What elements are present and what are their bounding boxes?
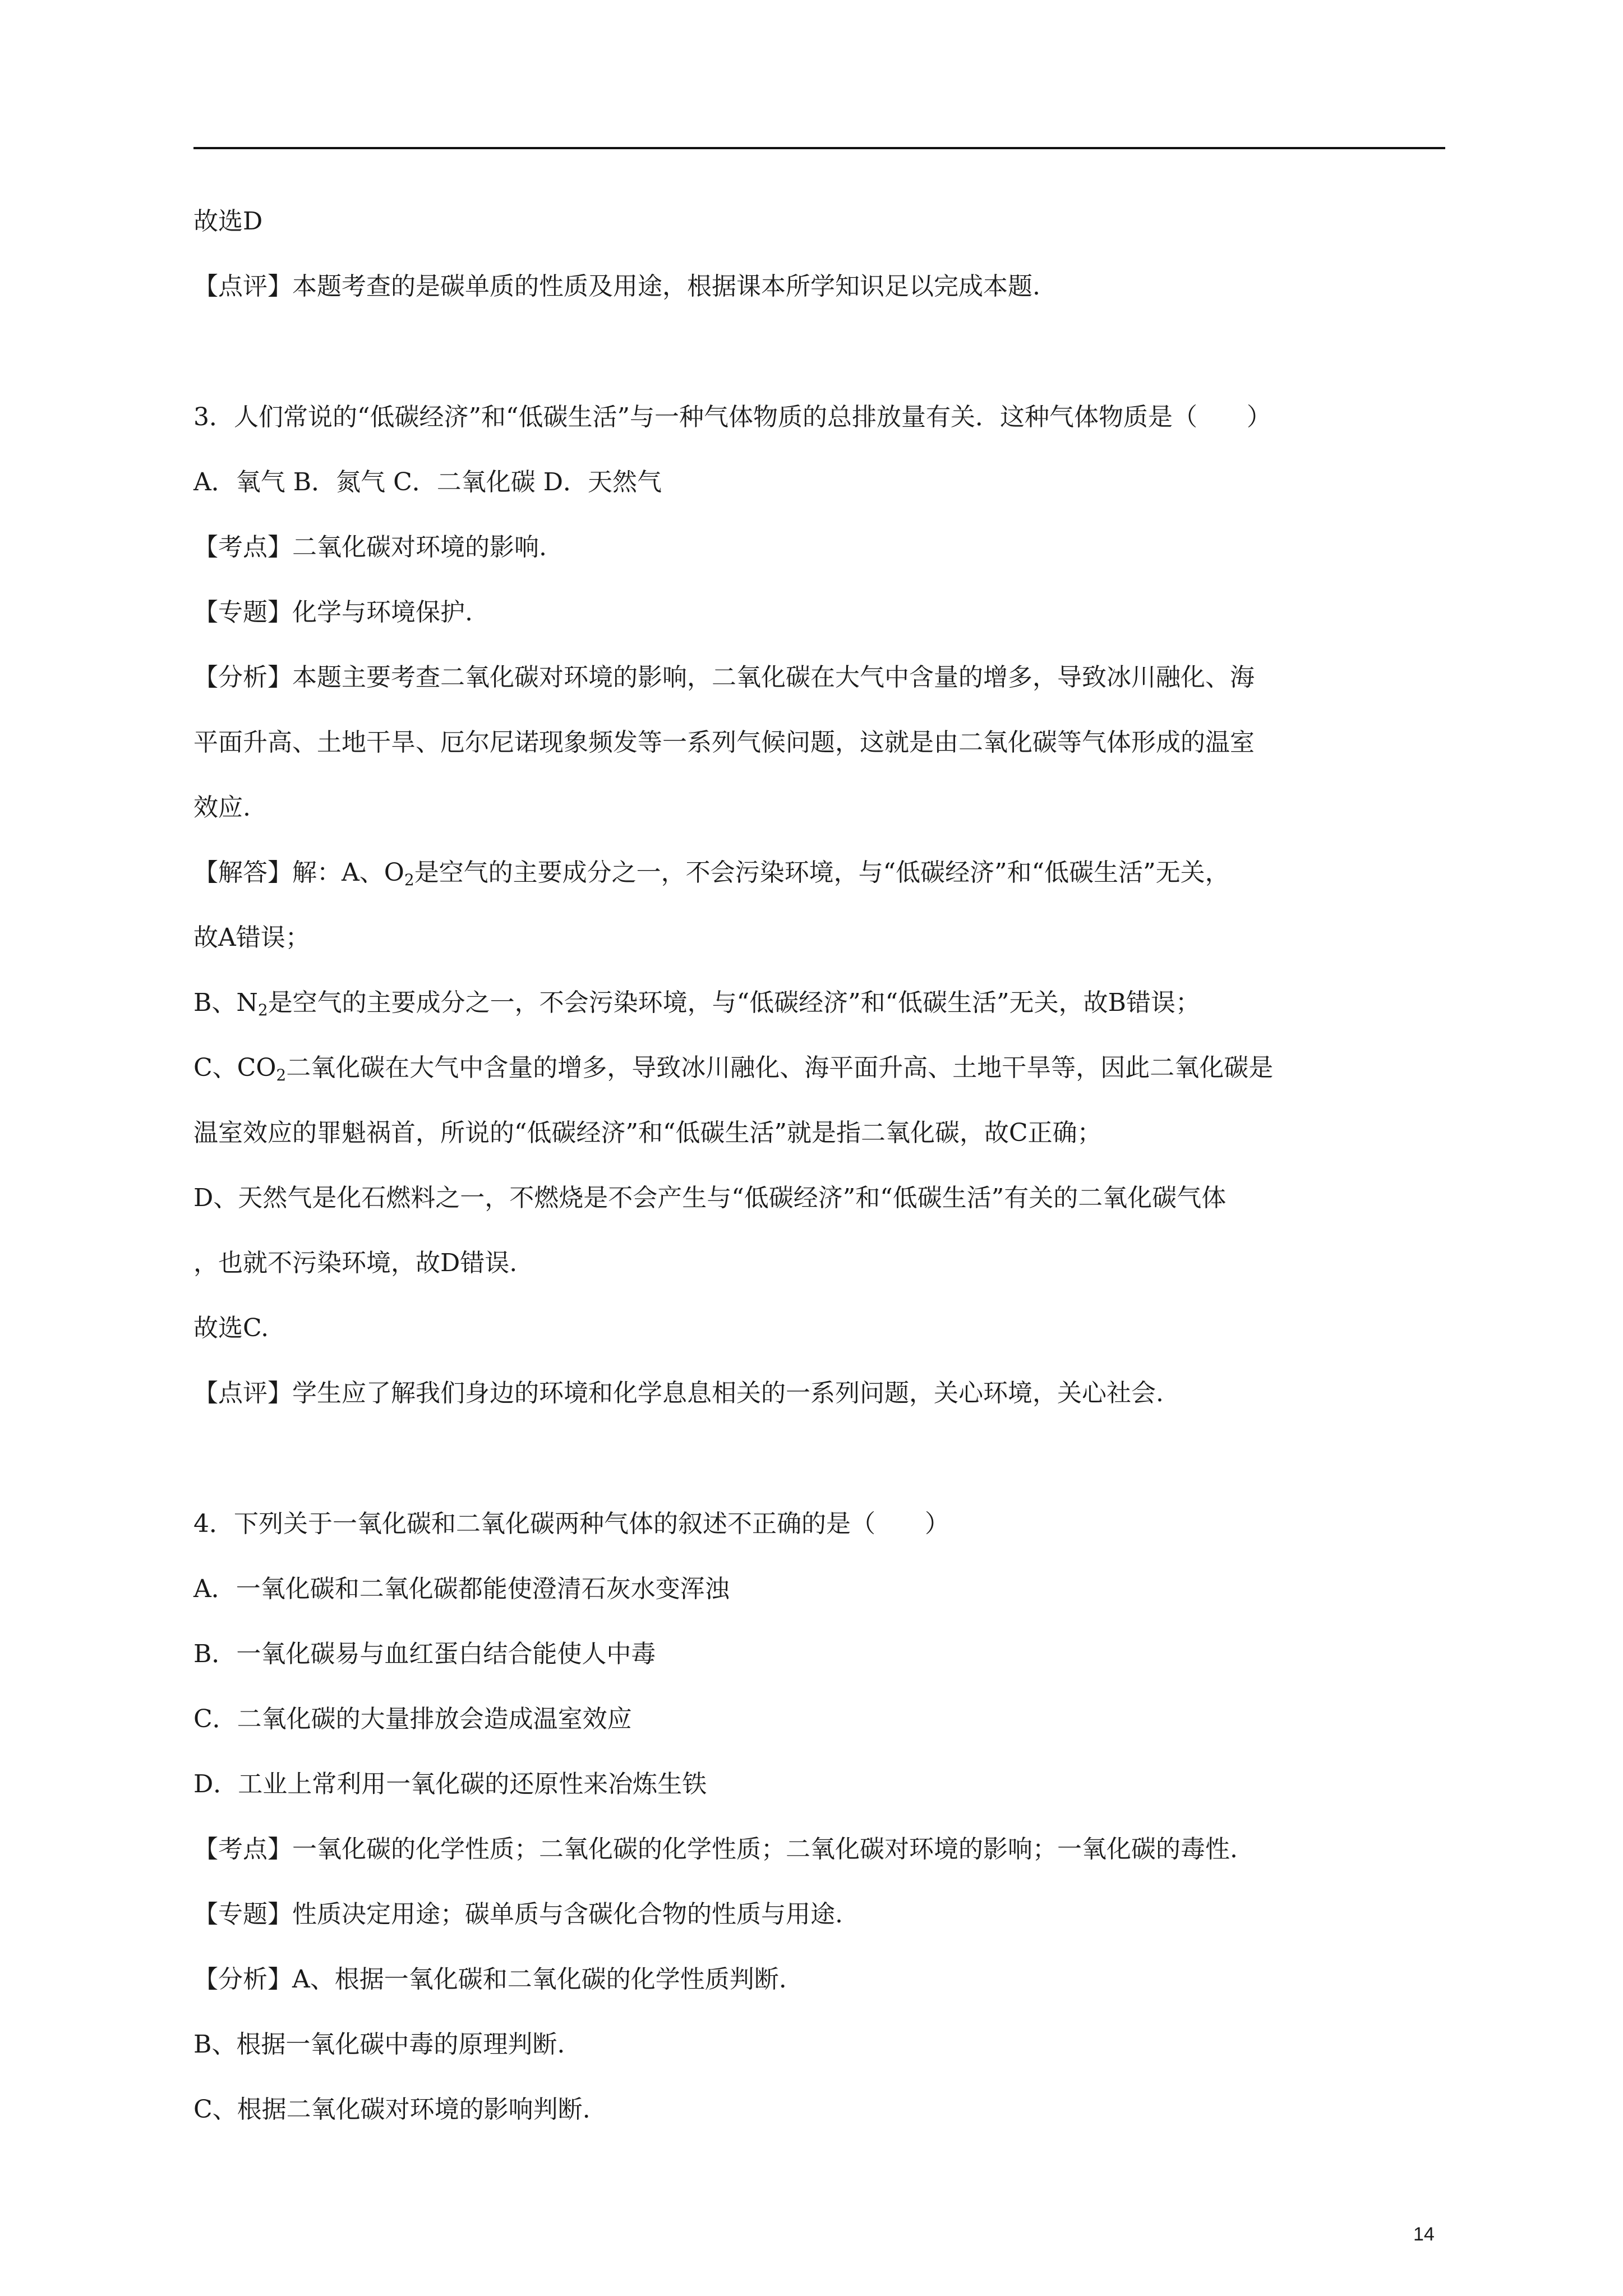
analysis-line-1: 【分析】A、根据一氧化碳和二氧化碳的化学性质判断. <box>193 1965 787 1994</box>
text-segment: 二氧化碳在大气中含量的增多，导致冰川融化、海平面升高、土地干旱等，因此二氧化碳是 <box>286 1053 1274 1082</box>
kaodian-line: 【考点】二氧化碳对环境的影响. <box>193 533 547 562</box>
solution-line-d: D、天然气是化石燃料之一，不燃烧是不会产生与“低碳经济”和“低碳生活”有关的二氧化碳气体 <box>193 1184 1227 1212</box>
text-segment: C、CO <box>193 1053 276 1082</box>
solution-line-a-cont: 故A错误； <box>193 923 310 952</box>
answer-line: 故选C. <box>193 1314 269 1342</box>
question-4-option-a: A．一氧化碳和二氧化碳都能使澄清石灰水变浑浊 <box>193 1575 730 1603</box>
question-3-options: A．氧气 B．氮气 C．二氧化碳 D．天然气 <box>193 468 662 496</box>
solution-line-b <box>193 986 1450 1019</box>
zhuanti-line: 【专题】化学与环境保护. <box>193 598 473 627</box>
analysis-line-2: 平面升高、土地干旱、厄尔尼诺现象频发等一系列气候问题，这就是由二氧化碳等气体形成的温室 <box>193 728 1255 757</box>
answer-line: 故选D <box>193 207 263 236</box>
zhuanti-line: 【专题】性质决定用途；碳单质与含碳化合物的性质与用途. <box>193 1900 843 1929</box>
question-4-stem: 4．下列关于一氧化碳和二氧化碳两种气体的叙述不正确的是（ ） <box>193 1510 949 1538</box>
text-segment: 是空气的主要成分之一，不会污染环境，与“低碳经济”和“低碳生活”无关， <box>414 858 1230 887</box>
kaodian-line: 【考点】一氧化碳的化学性质；二氧化碳的化学性质；二氧化碳对环境的影响；一氧化碳的毒性. <box>193 1835 1238 1864</box>
page-number: 14 <box>1413 2224 1435 2245</box>
header-rule <box>193 147 1445 149</box>
analysis-line-1: 【分析】本题主要考查二氧化碳对环境的影响，二氧化碳在大气中含量的增多，导致冰川融化、海 <box>193 663 1255 692</box>
text-segment: 【解答】解：A、O <box>193 858 404 887</box>
solution-line-c-cont: 温室效应的罪魁祸首，所说的“低碳经济”和“低碳生活”就是指二氧化碳，故C正确； <box>193 1119 1102 1147</box>
analysis-line-3: C、根据二氧化碳对环境的影响判断. <box>193 2095 591 2124</box>
subscript: 2 <box>257 1001 268 1019</box>
question-3-stem: 3．人们常说的“低碳经济”和“低碳生活”与一种气体物质的总排放量有关．这种气体物质是（ ） <box>193 403 1271 431</box>
question-4-option-d: D．工业上常利用一氧化碳的还原性来冶炼生铁 <box>193 1770 707 1798</box>
text-segment: 是空气的主要成分之一，不会污染环境，与“低碳经济”和“低碳生活”无关，故B错误； <box>268 988 1200 1017</box>
solution-line-c <box>193 1051 1450 1084</box>
spacer <box>193 1442 1450 1507</box>
solution-line-a <box>193 856 1450 889</box>
comment-line: 【点评】学生应了解我们身边的环境和化学息息相关的一系列问题，关心环境，关心社会. <box>193 1379 1164 1407</box>
analysis-line-2: B、根据一氧化碳中毒的原理判断. <box>193 2030 565 2059</box>
text-segment: B、N <box>193 988 258 1017</box>
comment-line: 【点评】本题考查的是碳单质的性质及用途，根据课本所学知识足以完成本题. <box>193 272 1040 301</box>
spacer <box>193 335 1450 401</box>
subscript: 2 <box>404 871 414 889</box>
question-4-option-b: B．一氧化碳易与血红蛋白结合能使人中毒 <box>193 1640 656 1668</box>
solution-line-d-cont: ，也就不污染环境，故D错误. <box>193 1249 518 1277</box>
page-body <box>193 205 1450 2158</box>
question-4-option-c: C．二氧化碳的大量排放会造成温室效应 <box>193 1705 632 1733</box>
subscript: 2 <box>276 1066 287 1084</box>
analysis-line-3: 效应. <box>193 793 251 822</box>
